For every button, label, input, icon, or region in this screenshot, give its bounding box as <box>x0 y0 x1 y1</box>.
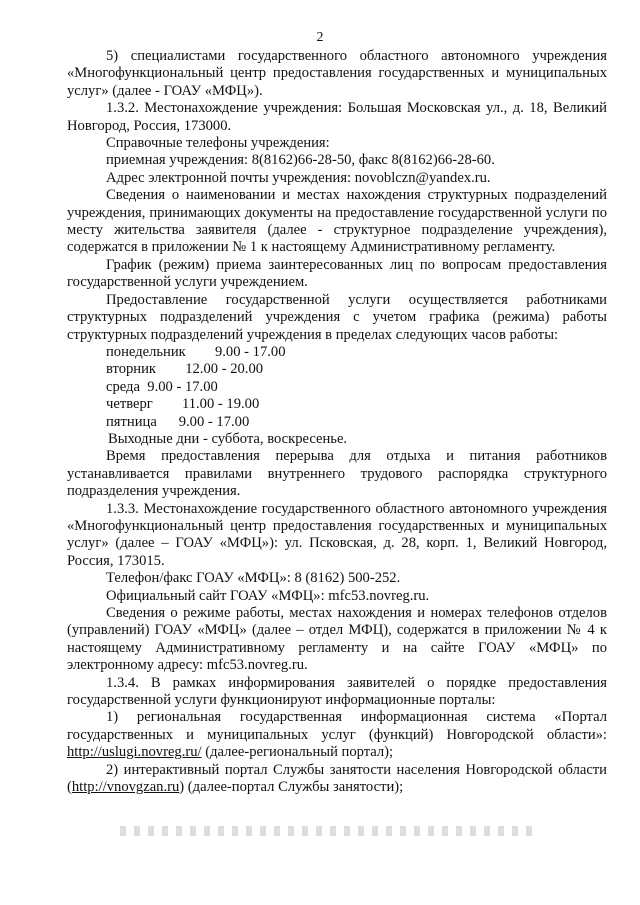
employment-portal-link[interactable]: http://vnovgzan.ru <box>71 779 180 796</box>
paragraph-email: Адрес электронной почты учреждения: novoblczn@yandex.ru. <box>106 169 491 186</box>
paragraph-location: 1.3.2. Местонахождение учреждения: Большая Московская ул., д. 18, Великий Новгород, Россия, 173000. <box>67 100 607 134</box>
schedule-row-wednesday <box>67 379 607 396</box>
regional-portal-link[interactable]: http://uslugi.novreg.ru/ <box>67 744 202 761</box>
schedule-row-friday <box>67 414 607 431</box>
paragraph-days-off: Выходные дни - суббота, воскресенье. <box>108 430 348 447</box>
schedule-hours: 11.00 - 19.00 <box>181 396 260 413</box>
schedule-day: пятница <box>106 413 157 430</box>
schedule-day: вторник <box>106 361 157 378</box>
schedule-hours: 9.00 - 17.00 <box>178 413 250 430</box>
schedule-hours: 9.00 - 17.00 <box>147 378 218 395</box>
paragraph-mfc-location: 1.3.3. Местонахождение государственного областного автономного учреждения «Многофункциональный центр предоставления государственных и муниципальных услуг» (далее – ГОАУ «МФЦ»): ул. Псковская, д. 28, корп. 1, Великий Новгород, Россия, 173015. <box>67 500 607 569</box>
paragraph-mfc-website: Официальный сайт ГОАУ «МФЦ»: mfc53.novreg.ru. <box>106 587 430 604</box>
schedule-hours: 9.00 - 17.00 <box>214 343 286 360</box>
paragraph-regional-portal: 1) региональная государственная информационная система «Портал государственных и муниципальных услуг (функций) Новгородской области»: http://uslugi.novreg.ru/ (далее-региональный портал); <box>67 709 607 761</box>
faded-text-remnant <box>120 826 540 836</box>
paragraph-employment-portal: 2) интерактивный портал Службы занятости населения Новгородской области (http://vnovgzan.ru) (далее-портал Службы занятости); <box>67 761 607 796</box>
paragraph-service-provision: Предоставление государственной услуги осуществляется работниками структурных подразделений учреждения с учетом графика (режима) работы структурных подразделений учреждения в пределах следующих часов работы: <box>67 291 607 343</box>
paragraph-break-time: Время предоставления перерыва для отдыха и питания работников устанавливается правилами внутреннего трудового распорядка структурного подразделения учреждения. <box>67 448 607 500</box>
schedule-day: понедельник <box>106 343 186 360</box>
schedule-hours: 12.00 - 20.00 <box>185 361 264 378</box>
schedule-row-monday <box>67 344 607 361</box>
schedule-day: среда <box>106 378 140 395</box>
paragraph-subdivisions: Сведения о наименовании и местах нахождения структурных подразделений учреждения, принимающих документы на предоставление государственной услуги по месту жительства заявителя (далее - структурное подразделение учреждения), содержатся в приложении № 1 к настоящему Административному регламенту. <box>67 187 607 256</box>
paragraph-mfc-phone: Телефон/факс ГОАУ «МФЦ»: 8 (8162) 500-252. <box>106 570 401 587</box>
paragraph-schedule-intro: График (режим) приема заинтересованных лиц по вопросам предоставления государственной услуги учреждением. <box>67 256 607 291</box>
schedule-day: четверг <box>106 396 153 413</box>
schedule-list <box>67 344 607 431</box>
document-body <box>67 48 607 796</box>
paragraph-phones-heading: Справочные телефоны учреждения: <box>106 135 330 152</box>
page-number: 2 <box>316 30 324 45</box>
paragraph-reception-phone: приемная учреждения: 8(8162)66-28-50, факс 8(8162)66-28-60. <box>106 152 495 169</box>
paragraph-portals-intro: 1.3.4. В рамках информирования заявителей о порядке предоставления государственной услуги функционируют информационные порталы: <box>67 674 607 709</box>
schedule-row-thursday <box>67 396 607 413</box>
paragraph-mfc-departments: Сведения о режиме работы, местах нахождения и номерах телефонов отделов (управлений) ГОАУ «МФЦ» (далее – отдел МФЦ), содержатся в приложении № 4 к настоящему Административному регламенту и на сайте ГОАУ «МФЦ» по электронному адресу: mfc53.novreg.ru. <box>67 605 607 674</box>
schedule-row-tuesday <box>67 361 607 378</box>
paragraph-mfc-specialists: 5) специалистами государственного областного автономного учреждения «Многофункциональный центр предоставления государственных и муниципальных услуг» (далее - ГОАУ «МФЦ»). <box>67 48 607 99</box>
